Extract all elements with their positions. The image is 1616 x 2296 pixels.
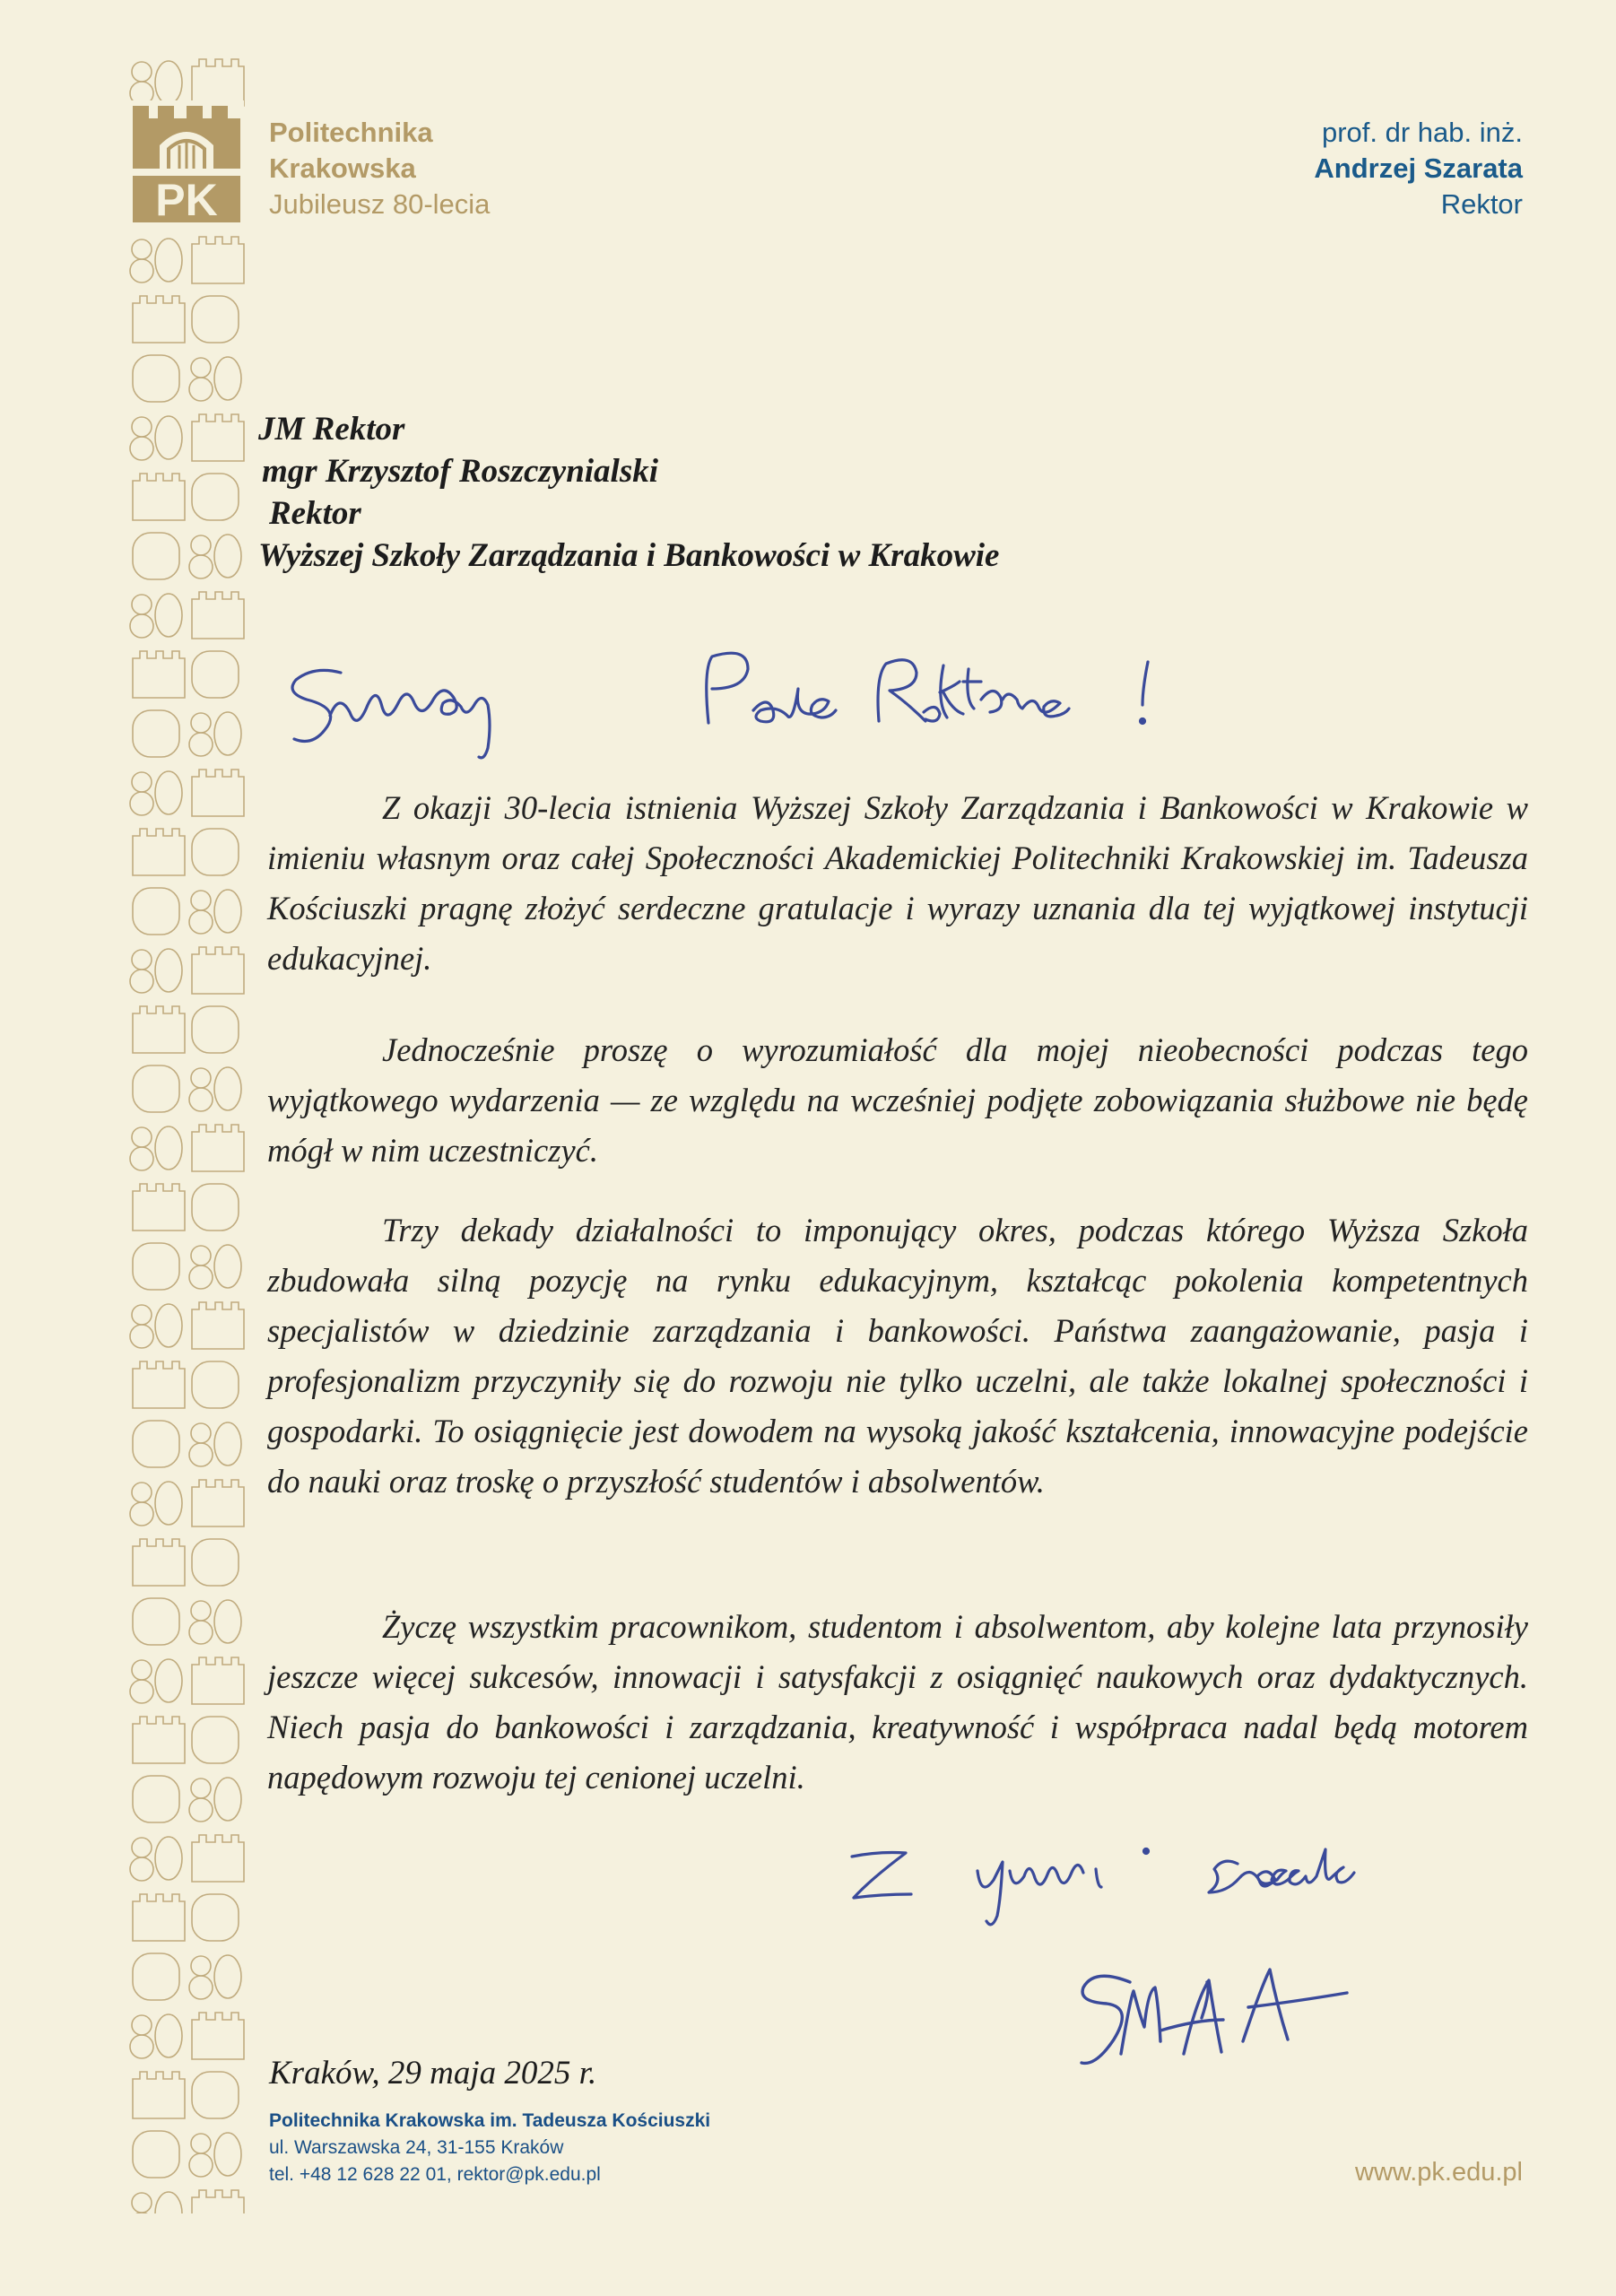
decorative-80-pattern [127, 52, 246, 2213]
recipient-block [258, 408, 999, 577]
footer-street: ul. Warszawska 24, 31-155 Kraków [269, 2137, 564, 2158]
footer-contact: tel. +48 12 628 22 01, rektor@pk.edu.pl [269, 2164, 601, 2185]
handwritten-closing [843, 1821, 1525, 1937]
institution-line2: Krakowska [269, 152, 416, 184]
recipient-line4: Wyższej Szkoły Zarządzania i Bankowości w Krakowie [258, 537, 1000, 574]
institution-line1: Politechnika [269, 117, 433, 148]
sender-name: Andrzej Szarata [1314, 152, 1523, 184]
footer-institution: Politechnika Krakowska im. Tadeusza Kościuszki [269, 2110, 711, 2131]
paragraph-4: Życzę wszystkim pracownikom, studentom i absolwentom, aby kolejne lata przynosiły jeszcze więcej sukcesów, innowacji i satysfakcji z osiągnięć naukowych oraz dydaktycznych. Niech pasja do bankowości i zarządzania, kreatywność i współpraca nadal będą motorem napędowym rozwoju tej cenionej uczelni. [267, 1608, 1528, 1796]
logo-letters: PK [155, 175, 218, 225]
sender-block [1314, 115, 1523, 222]
sender-role: Rektor [1440, 188, 1523, 220]
recipient-line3: Rektor [269, 495, 361, 532]
footer-address [269, 2108, 710, 2188]
handwritten-salutation [287, 646, 1184, 780]
jubilee-text: Jubileusz 80-lecia [269, 188, 491, 220]
signature [1067, 1955, 1372, 2081]
sender-title: prof. dr hab. inż. [1321, 117, 1523, 148]
website-link[interactable]: www.pk.edu.pl [1355, 2158, 1523, 2187]
recipient-line1: JM Rektor [258, 411, 405, 448]
paragraph-1: Z okazji 30-lecia istnienia Wyższej Szkoły Zarządzania i Bankowości w Krakowie w imieniu własnym oraz całej Społeczności Akademickiej Politechniki Krakowskiej im. Tadeusza Kościuszki pragnę złożyć serdeczne gratulacje i wyrazy uznania dla tej wyjątkowej instytucji edukacyjnej. [267, 789, 1528, 977]
recipient-line2: mgr Krzysztof Roszczynialski [262, 453, 659, 490]
pk-logo [129, 100, 244, 226]
date-line: Kraków, 29 maja 2025 r. [269, 2055, 597, 2092]
paragraph-2: Jednocześnie proszę o wyrozumiałość dla mojej nieobecności podczas tego wyjątkowego wydarzenia — ze względu na wcześniej podjęte zobowiązania służbowe nie będę mógł w nim uczestniczyć. [267, 1031, 1528, 1169]
paragraph-3: Trzy dekady działalności to imponujący okres, podczas którego Wyższa Szkoła zbudowała silną pozycję na rynku edukacyjnym, kształcąc pokolenia kompetentnych specjalistów w dziedzinie zarządzania i bankowości. Państwa zaangażowanie, pasja i profesjonalizm przyczyniły się do rozwoju nie tylko uczelni, ale także lokalnej społeczności i gospodarki. To osiągnięcie jest dowodem na wysoką jakość kształcenia, innowacyjne podejście do nauki oraz troskę o przyszłość studentów i absolwentów. [267, 1212, 1528, 1500]
institution-block [269, 115, 490, 222]
